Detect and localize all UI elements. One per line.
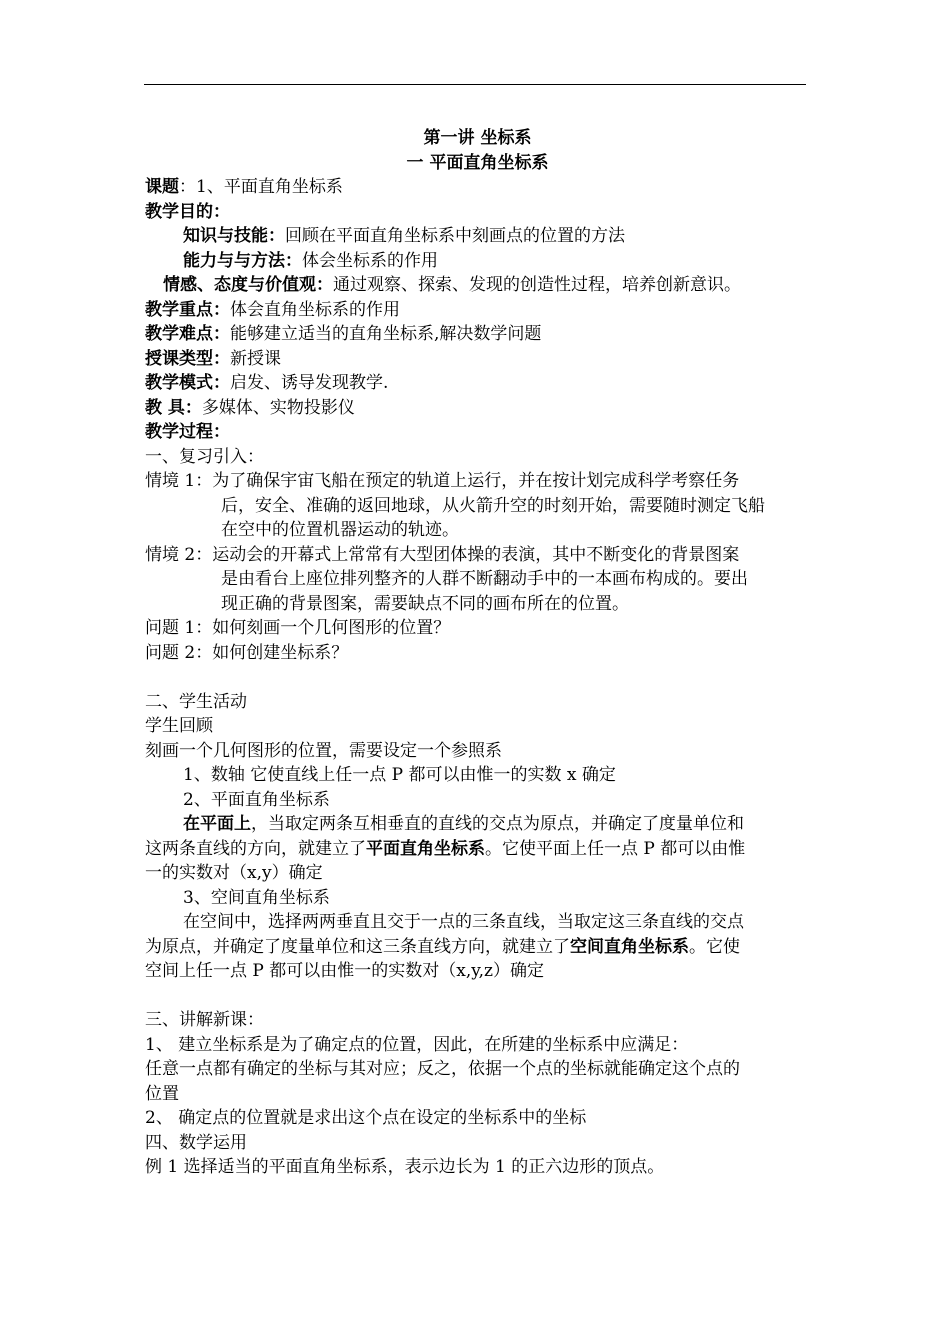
plane-para-line2: [145, 837, 810, 862]
plane-para-line3: 一的实数对（x,y）确定: [145, 863, 323, 883]
section2-heading: 二、学生活动: [145, 691, 247, 712]
key-label: 教学重点：: [145, 299, 230, 320]
section1-heading: 一、复习引入：: [145, 446, 264, 467]
knowledge-label: 知识与技能：: [183, 226, 285, 246]
difficulty-label: 教学难点：: [145, 324, 230, 344]
knowledge-value: 回顾在平面直角坐标系中刻画点的位置的方法: [285, 226, 625, 246]
new-lesson-line1: 1、 建立坐标系是为了确定点的位置，因此，在所建的坐标系中应满足：: [145, 1034, 689, 1055]
type-value: 新授课: [230, 348, 281, 369]
topic-value: ：1、平面直角坐标系: [179, 177, 343, 197]
space-para-line1: 在空间中，选择两两垂直且交于一点的三条直线，当取定这三条直线的交点: [183, 912, 744, 932]
new-lesson-line3: 位置: [145, 1083, 179, 1104]
emotion-line: [145, 273, 810, 298]
lesson-subtitle: 一 平面直角坐标系: [406, 152, 549, 173]
space-term-bold: 空间直角坐标系: [570, 936, 689, 957]
scenario2-line3: 现正确的背景图案，需要缺点不同的画布所在的位置。: [221, 593, 629, 614]
example1: 例 1 选择适当的平面直角坐标系，表示边长为 1 的正六边形的顶点。: [145, 1157, 665, 1177]
mode-value: 启发、诱导发现教学.: [230, 373, 389, 393]
plane-text-a: ，当取定两条互相垂直的直线的交点为原点，并确定了度量单位和: [251, 814, 744, 834]
item-plane-coords: 2、平面直角坐标系: [183, 789, 330, 810]
plane-bold: 在平面上: [183, 814, 251, 834]
ability-line: [145, 249, 810, 274]
header-rule: [144, 84, 806, 85]
section3-heading: 三、讲解新课：: [145, 1010, 264, 1030]
item-space-coords: 3、空间直角坐标系: [183, 887, 330, 908]
process-label: 教学过程：: [145, 422, 230, 442]
difficulty-value: 能够建立适当的直角坐标系,解决数学问题: [230, 324, 542, 344]
ability-value: 体会坐标系的作用: [302, 250, 438, 271]
reference-intro: 刻画一个几何图形的位置，需要设定一个参照系: [145, 740, 502, 761]
type-label: 授课类型：: [145, 348, 230, 369]
tools-value: 多媒体、实物投影仪: [201, 397, 355, 418]
mode-label: 教学模式：: [145, 373, 230, 393]
key-value: 体会直角坐标系的作用: [230, 299, 400, 320]
space-text-b: 为原点，并确定了度量单位和这三条直线方向，就建立了: [145, 936, 570, 957]
plane-text-c: 。它使平面上任一点 P 都可以由惟: [485, 838, 746, 859]
ability-label: 能力与与方法：: [183, 250, 302, 271]
scenario1-line1: 情境 1：为了确保宇宙飞船在预定的轨道上运行，并在按计划完成科学考察任务: [145, 471, 740, 491]
new-lesson-line4: 2、 确定点的位置就是求出这个点在设定的坐标系中的坐标: [145, 1108, 587, 1128]
knowledge-line: [145, 224, 810, 249]
scenario1-line2: 后，安全、准确的返回地球，从火箭升空的时刻开始，需要随时测定飞船: [221, 495, 765, 516]
goal-label: 教学目的：: [145, 201, 230, 222]
emotion-value: 通过观察、探索、发现的创造性过程，培养创新意识。: [333, 275, 741, 295]
mode-line: [145, 371, 810, 396]
student-review: 学生回顾: [145, 716, 213, 736]
topic-line: [145, 175, 810, 200]
scenario2-line2: 是由看台上座位排列整齐的人群不断翻动手中的一本画布构成的。要出: [221, 569, 748, 589]
scenario2-line1: 情境 2：运动会的开幕式上常常有大型团体操的表演，其中不断变化的背景图案: [145, 544, 740, 565]
space-text-c: 。它使: [689, 936, 740, 957]
tools-label: 教 具：: [145, 397, 202, 418]
plane-term-bold: 平面直角坐标系: [366, 838, 485, 859]
type-line: [145, 347, 810, 372]
space-para-line3: 空间上任一点 P 都可以由惟一的实数对（x,y,z）确定: [145, 961, 544, 981]
topic-label: 课题: [145, 177, 179, 197]
key-line: [145, 298, 810, 323]
tools-line: [145, 396, 810, 421]
question1: 问题 1：如何刻画一个几何图形的位置？: [145, 618, 451, 638]
new-lesson-line2: 任意一点都有确定的坐标与其对应；反之，依据一个点的坐标就能确定这个点的: [145, 1059, 740, 1079]
space-para-line2: [145, 935, 810, 960]
lesson-title: 第一讲 坐标系: [423, 128, 532, 148]
document-body: [145, 126, 810, 1180]
spacer: [145, 984, 810, 1009]
item-number-line: 1、数轴 它使直线上任一点 P 都可以由惟一的实数 x 确定: [183, 765, 616, 785]
plane-text-b: 这两条直线的方向，就建立了: [145, 838, 366, 859]
question2: 问题 2：如何创建坐标系？: [145, 642, 349, 663]
spacer: [145, 665, 810, 690]
emotion-label: 情感、态度与价值观：: [163, 275, 333, 295]
section4-heading: 四、数学运用: [145, 1132, 247, 1153]
scenario1-line3: 在空中的位置机器运动的轨迹。: [221, 520, 459, 540]
plane-para-line1: [145, 812, 810, 837]
difficulty-line: [145, 322, 810, 347]
